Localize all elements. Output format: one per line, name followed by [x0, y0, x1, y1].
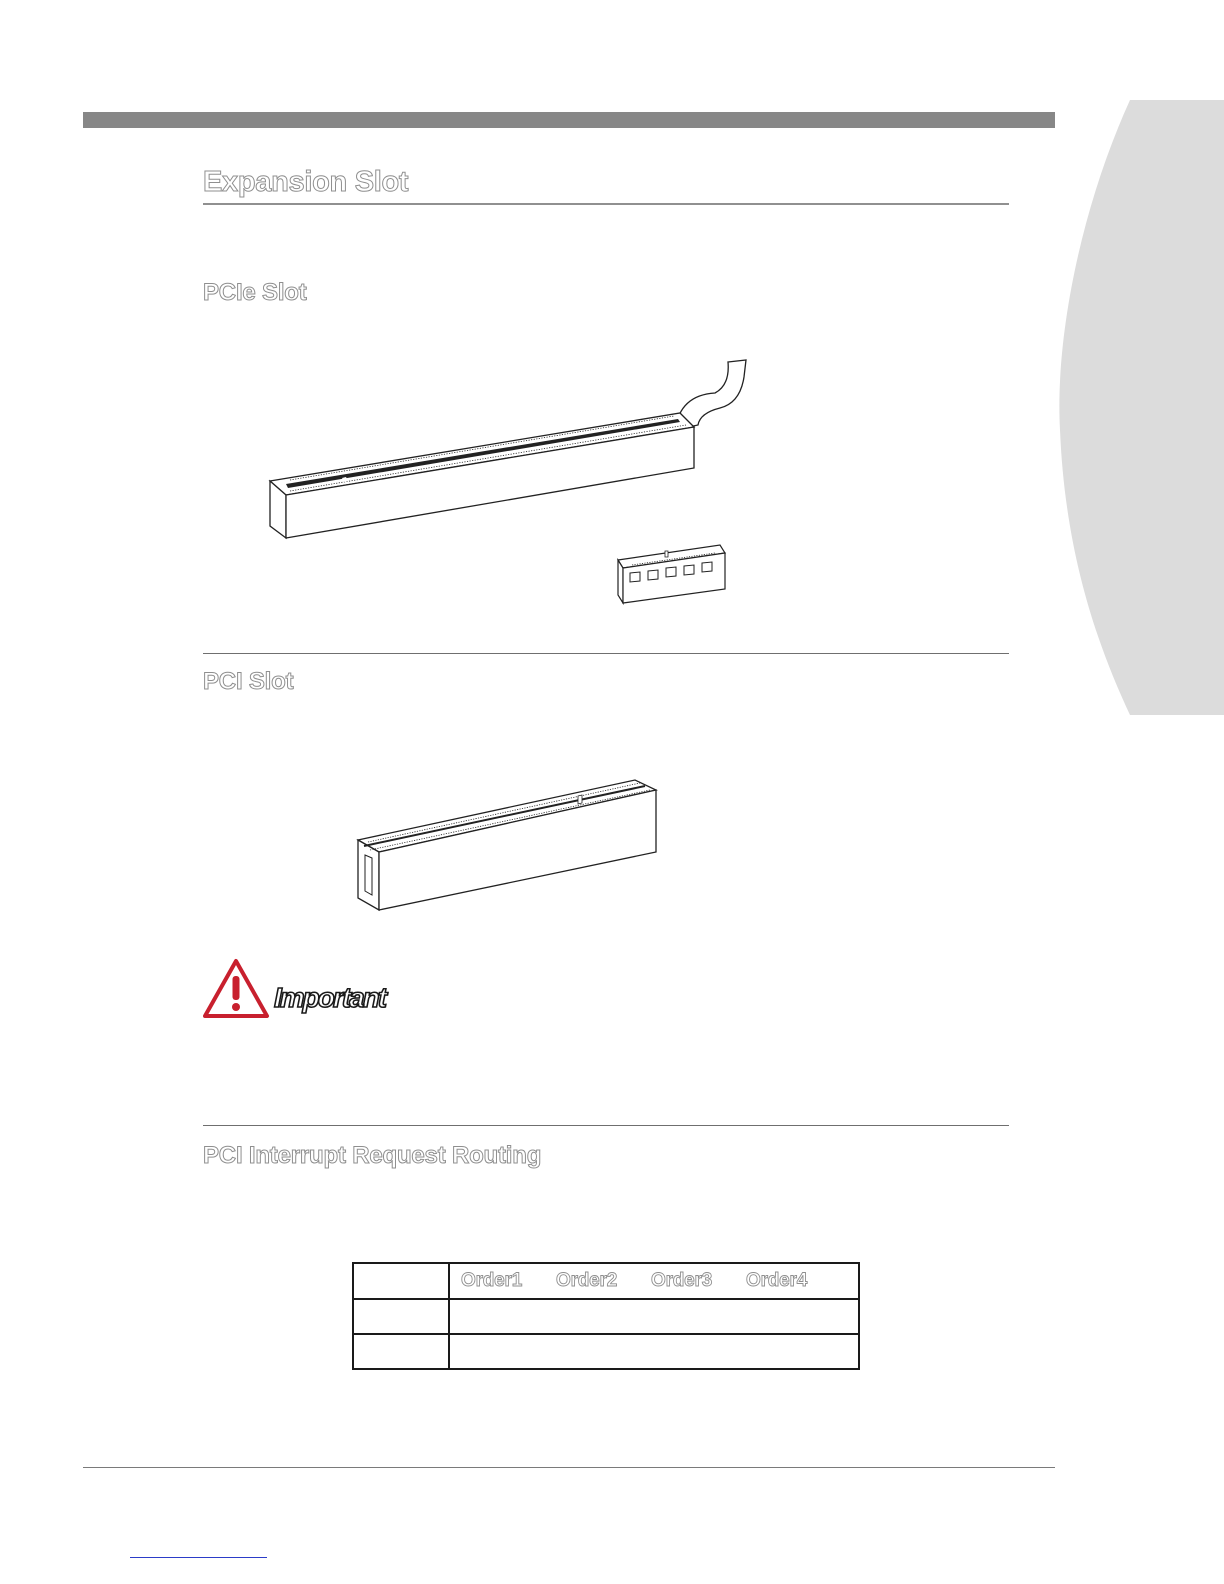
table-row — [353, 1334, 859, 1369]
irq-routing-table — [352, 1262, 860, 1370]
pci-slot-heading: PCI Slot — [203, 668, 294, 695]
footer-link-underline[interactable] — [130, 1557, 267, 1558]
table-header-cell — [353, 1263, 449, 1299]
column-header-order1: Order1 — [461, 1270, 523, 1291]
column-header-order2: Order2 — [556, 1270, 618, 1291]
table-cell — [449, 1334, 859, 1369]
warning-triangle-icon — [202, 958, 270, 1020]
divider — [203, 1125, 1009, 1126]
important-label: Important — [274, 982, 386, 1013]
table-row — [353, 1299, 859, 1334]
footer-rule — [83, 1467, 1055, 1468]
section-title: Expansion Slot — [203, 166, 409, 198]
pcie-x16-slot-illustration — [260, 355, 760, 555]
irq-routing-heading: PCI Interrupt Request Routing — [203, 1142, 542, 1169]
table-header-orders — [449, 1263, 859, 1299]
table-header-row — [353, 1263, 859, 1299]
table-cell — [353, 1299, 449, 1334]
section-title-underline — [203, 203, 1009, 205]
pcie-x1-slot-illustration — [610, 535, 740, 615]
chapter-side-tab — [1060, 100, 1224, 715]
table-cell — [353, 1334, 449, 1369]
table-cell — [449, 1299, 859, 1334]
column-header-order3: Order3 — [651, 1270, 713, 1291]
pci-slot-illustration — [350, 770, 670, 920]
pcie-slot-heading: PCIe Slot — [203, 279, 307, 306]
column-header-order4: Order4 — [746, 1270, 808, 1291]
divider — [203, 653, 1009, 654]
header-bar — [83, 112, 1055, 128]
